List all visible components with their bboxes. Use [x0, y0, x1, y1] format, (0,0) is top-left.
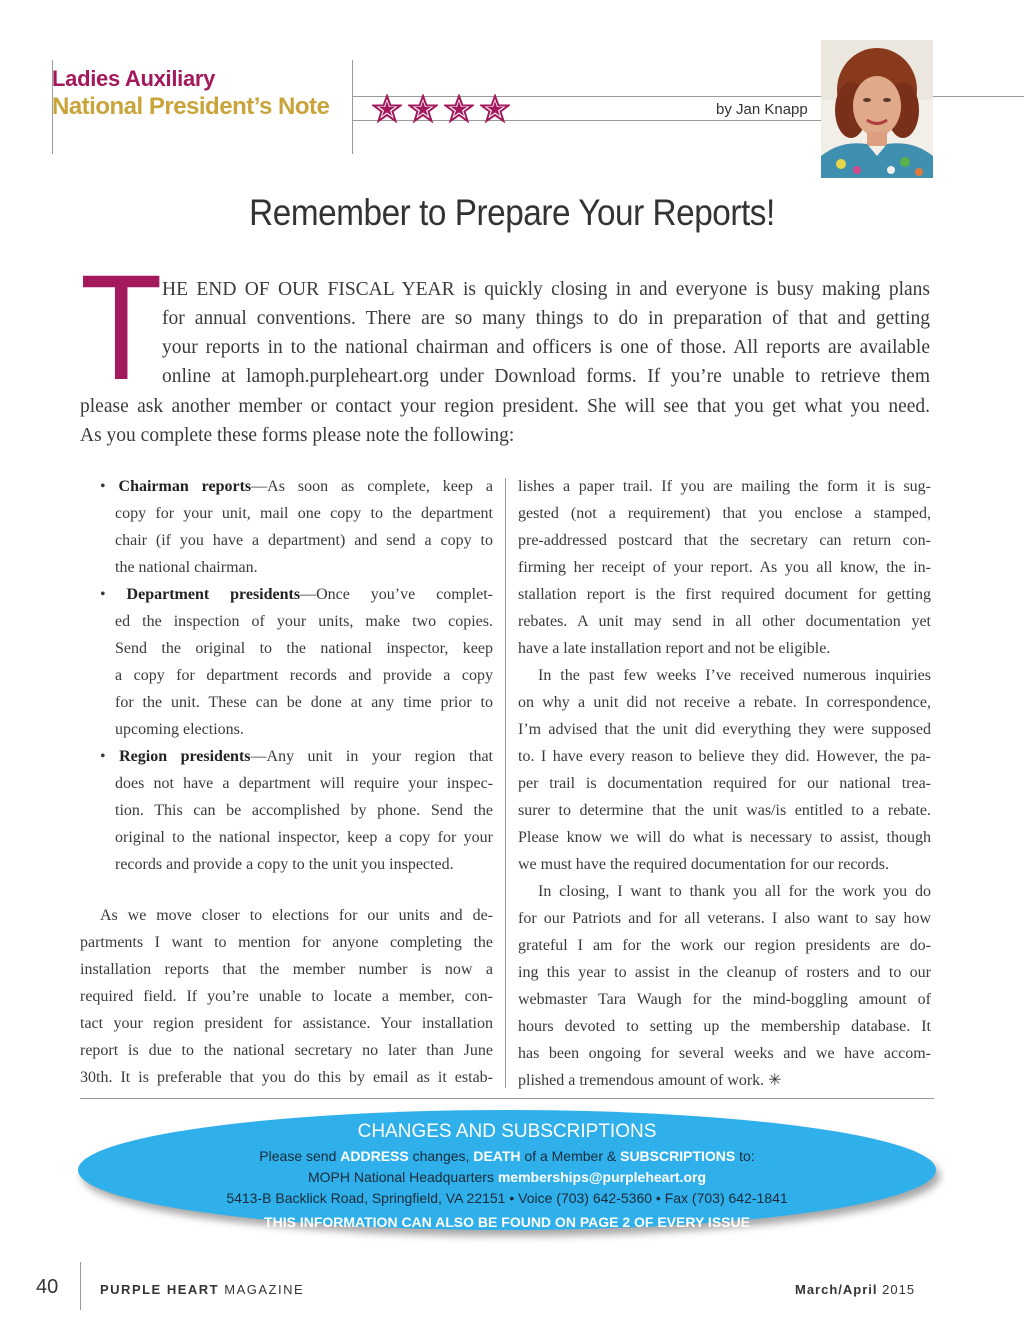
- page-number: 40: [36, 1276, 59, 1298]
- star-icon: [408, 94, 438, 124]
- notice-line-headquarters: MOPH National Headquarters memberships@purpleheart.org: [307, 1169, 706, 1185]
- header-right-rule: [933, 96, 1024, 97]
- magazine-name: PURPLE HEART MAGAZINE: [100, 1282, 305, 1297]
- right-paragraph-3: In closing, I want to thank you all for the work you do for our Patriots and for all veterans. I also want to say how grateful I am for the work our region presidents are do- ing this year to assist in the cleanup of rosters and to our webmaster Tara Waugh for the mind-boggling amount of hours devoted to setting up the membership database. It has been ongoing for several weeks and we have accom- plished a tremendous amount of work. ✳: [518, 883, 931, 1089]
- notice-title: CHANGES AND SUBSCRIPTIONS: [357, 1121, 657, 1142]
- author-byline: by Jan Knapp: [716, 101, 808, 118]
- star-rating-decoration: [372, 94, 510, 124]
- intro-line: your reports in to the national chairman and officers is one of those. All reports are available: [162, 337, 930, 358]
- notice-line-info: THIS INFORMATION CAN ALSO BE FOUND ON PAGE 2 OF EVERY ISSUE: [264, 1214, 750, 1230]
- section-label: Ladies Auxiliary: [52, 66, 216, 91]
- intro-line: for annual conventions. There are so many things to do in preparation of that and getting: [162, 308, 930, 329]
- notice-line-send: Please send ADDRESS changes, DEATH of a Member & SUBSCRIPTIONS to:: [259, 1148, 755, 1164]
- section-title: National President’s Note: [52, 93, 330, 120]
- intro-line: online at lamoph.purpleheart.org under Download forms. If you’re unable to retrieve them: [162, 366, 930, 387]
- bullet-department-presidents: • Department presidents—Once you’ve complet- ed the inspection of your units, make two copies. Send the original to the national inspector, keep a copy for department records and provide a copy for the unit. These can be done at any time prior to upcoming elections.: [100, 586, 493, 738]
- left-column: [100, 473, 493, 878]
- header-mid-rule: [352, 60, 353, 154]
- star-icon: [372, 94, 402, 124]
- bullet-chairman-reports: • Chairman reports—As soon as complete, keep a copy for your unit, mail one copy to the department chair (if you have a department) and send a copy to the national chairman.: [100, 478, 494, 576]
- notice-line-address: 5413-B Backlick Road, Springfield, VA 22151 • Voice (703) 642-5360 • Fax (703) 642-1841: [226, 1190, 788, 1206]
- drop-cap: T: [80, 243, 163, 411]
- bullet-lead: Department presidents: [126, 586, 301, 603]
- right-column: [518, 473, 931, 1094]
- bullet-region-presidents: • Region presidents—Any unit in your region that does not have a department will require your inspec- tion. This can be accomplished by phone. Send the original to the national inspector, keep a copy for your records and provide a copy to the unit you inspected.: [100, 748, 494, 873]
- article-end-rule: [80, 1098, 934, 1099]
- star-icon: [480, 94, 510, 124]
- intro-line: As you complete these forms please note the following:: [80, 425, 515, 446]
- author-photo: [821, 40, 933, 178]
- footer-divider: [80, 1262, 81, 1310]
- bullet-lead: Chairman reports: [118, 478, 252, 495]
- article-title: Remember to Prepare Your Reports!: [249, 192, 775, 233]
- right-paragraph-1: lishes a paper trail. If you are mailing the form it is sug- gested (not a requirement) that you enclose a stamped, pre-addressed postcard that the secretary can return con- firming her receipt of your report. As you all know, the in- stallation report is the first required document for getting rebates. A unit may send in all other documentation yet have a late installation report and not be eligible.: [518, 478, 931, 657]
- left-paragraph: As we move closer to elections for our units and de- partments I want to mention for anyone completing the installation reports that the member number is now a required field. If you’re unable to locate a member, con- tact your region president for assistance. Your installation report is due to the national secretary no later than June 30th. It is preferable that you do this by email as it estab-: [80, 907, 493, 1086]
- bullet-lead: Region presidents: [119, 748, 251, 765]
- intro-line: please ask another member or contact your region president. She will see that you get what you need.: [80, 396, 930, 417]
- membership-email-link[interactable]: memberships@purpleheart.org: [497, 1169, 706, 1185]
- issue-date: March/April 2015: [795, 1282, 916, 1297]
- column-divider: [505, 478, 506, 1088]
- intro-line: HE END OF OUR FISCAL YEAR is quickly closing in and everyone is busy making plans: [162, 279, 930, 300]
- star-icon: [444, 94, 474, 124]
- right-paragraph-2: In the past few weeks I’ve received numerous inquiries on why a unit did not receive a rebate. In correspondence, I’m advised that the unit did everything they were supposed to. I have every reason to believe they did. However, the pa- per trail is documentation required for our national trea- surer to determine that the unit was/is entitled to a rebate. Please know we will do what is necessary to assist, though we must have the required documentation for our records.: [518, 667, 931, 873]
